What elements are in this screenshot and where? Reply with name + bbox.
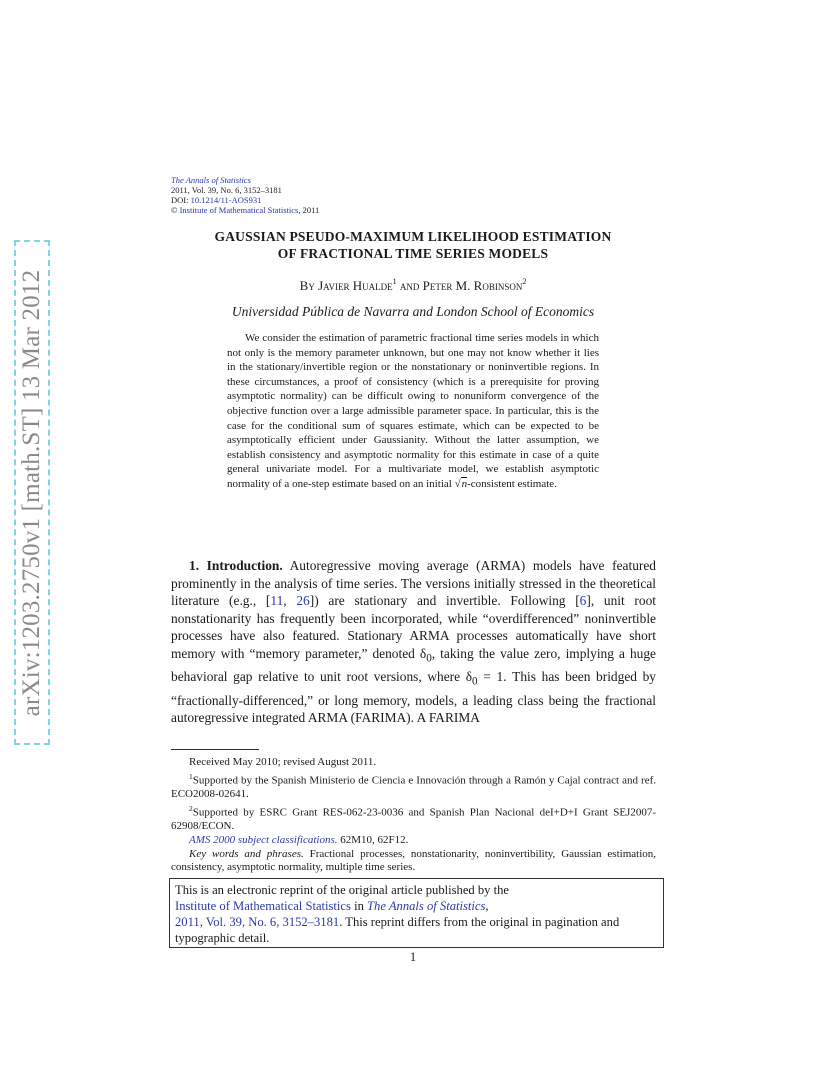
doi-link[interactable]: 10.1214/11-AOS931 <box>190 195 262 205</box>
keywords <box>171 848 656 875</box>
intro-text-4: ], unit root nonstationarity has frequently been incorporated, while “overdifferenced” noninvertible processes have also featured. Stationary ARMA processes automatically have short memory with “memory parameter,” denoted δ <box>171 593 657 661</box>
footnote-rule <box>171 749 259 750</box>
reprint-notice <box>169 878 664 948</box>
footnote-2-text: Supported by ESRC Grant RES-062-23-0036 and Spanish Plan Nacional deI+D+I Grant SEJ2007-62908/ECON. <box>171 806 656 833</box>
and-label: and <box>396 278 423 293</box>
abstract-text: We consider the estimation of parametric fractional time series models in which not only is the memory parameter unknown, but one may not know whether it lies in the stationary/invertible region or the nonstationary or noninvertible regions. In these circumstances, a proof of consistency (which is a prerequisite for proving asymptotic normality) can be difficult owing to nonuniform convergence of the objective function over a large admissible parameter space. In particular, this is the case for the conditional sum of squares estimate, which can be expected to be asymptotically efficient under Gaussianity. Without the latter assumption, we establish consistency and asymptotic normality for this estimate in case of a quite general univariate model. For a multivariate model, we establish asymptotic normality of a one-step estimate based on an initial <box>227 332 599 490</box>
footnote-1-mark: 1 <box>189 771 193 781</box>
journal-header <box>171 175 319 215</box>
ams-classification <box>171 834 656 848</box>
delta-subscript-2: 0 <box>472 675 478 688</box>
copyright-icon: © <box>171 205 178 215</box>
reprint-line-1: This is an electronic reprint of the original article published by the <box>175 883 509 897</box>
author-2-footnote-mark[interactable]: 2 <box>522 277 527 286</box>
footnote-2 <box>171 802 656 834</box>
introduction <box>171 557 656 727</box>
arxiv-id[interactable]: arXiv:1203.2750v1 [math.ST] 13 Mar 2012 <box>18 269 45 716</box>
affiliation: Universidad Pública de Navarra and London School of Economics <box>231 304 595 319</box>
doi-prefix: DOI: <box>171 195 191 205</box>
abstract-text-end: -consistent estimate. <box>467 477 557 490</box>
intro-text-2: , <box>283 593 297 609</box>
author-2: Peter M. Robinson <box>422 278 523 293</box>
arxiv-stamp <box>14 240 50 745</box>
ams-link[interactable]: AMS 2000 subject classifications. <box>189 833 338 846</box>
keywords-label: Key words and phrases. <box>189 847 304 860</box>
citation-6[interactable]: 6 <box>579 593 587 609</box>
n-variable: n <box>461 477 468 490</box>
copyright-line <box>171 205 319 215</box>
delta-subscript-1: 0 <box>426 652 432 665</box>
intro-text-5: , taking the value zero, implying a huge behavioral gap relative to unit root versions, where δ <box>171 645 656 685</box>
author-1: Javier Hualde <box>318 278 393 293</box>
intro-text-1: Autoregressive moving average (ARMA) models have featured prominently in the analysis of time series. The versions initially stressed in the theoretical literature (e.g., [ <box>171 558 656 609</box>
by-label: By <box>299 278 319 293</box>
reprint-in: in <box>350 899 368 913</box>
reprint-comma: , <box>485 899 489 913</box>
keywords-text: Fractional processes, nonstationarity, noninvertibility, Gaussian estimation, consistency, asymptotic normality, multiple time series. <box>171 847 656 874</box>
publisher-link[interactable]: Institute of Mathematical Statistics <box>179 205 299 215</box>
doi-line <box>171 195 319 205</box>
title-line-2: OF FRACTIONAL TIME SERIES MODELS <box>277 246 549 261</box>
paper-title <box>150 228 676 262</box>
received-note: Received May 2010; revised August 2011. <box>189 756 377 768</box>
intro-text-6: = 1. This has been bridged by “fractionally-differenced,” or long memory, models, a leading class being the fractional autoregressive integrated ARMA (FARIMA). A FARIMA <box>171 669 656 726</box>
citation-26[interactable]: 26 <box>296 593 310 609</box>
abstract <box>227 331 599 492</box>
authors <box>150 277 676 294</box>
volume-link[interactable]: 2011, Vol. 39, No. 6, 3152–3181 <box>175 915 340 929</box>
volume-line: 2011, Vol. 39, No. 6, 3152–3181 <box>171 185 282 195</box>
page-number: 1 <box>409 950 417 964</box>
footnote-1 <box>171 770 656 802</box>
journal-name[interactable]: The Annals of Statistics <box>171 175 251 185</box>
journal-link[interactable]: The Annals of Statistics <box>367 899 486 913</box>
footnote-1-text: Supported by the Spanish Ministerio de Ciencia e Innovación through a Ramón y Cajal contract and ref. ECO2008-02641. <box>171 774 656 801</box>
intro-text-3: ]) are stationary and invertible. Following [ <box>309 593 580 609</box>
title-line-1: GAUSSIAN PSEUDO-MAXIMUM LIKELIHOOD ESTIMATION <box>214 229 612 244</box>
footnote-2-mark: 2 <box>189 803 193 813</box>
ims-link[interactable]: Institute of Mathematical Statistics <box>175 899 351 913</box>
footnotes <box>171 756 656 875</box>
citation-11[interactable]: 11 <box>270 593 284 609</box>
ams-codes: 62M10, 62F12. <box>337 833 409 846</box>
author-1-footnote-mark[interactable]: 1 <box>392 277 397 286</box>
reprint-rest: . This reprint differs from the original in pagination and typographic detail. <box>175 915 620 945</box>
copyright-year: , 2011 <box>298 205 320 215</box>
sqrt-symbol: √ <box>454 477 461 490</box>
section-heading: 1. Introduction. <box>189 558 283 573</box>
